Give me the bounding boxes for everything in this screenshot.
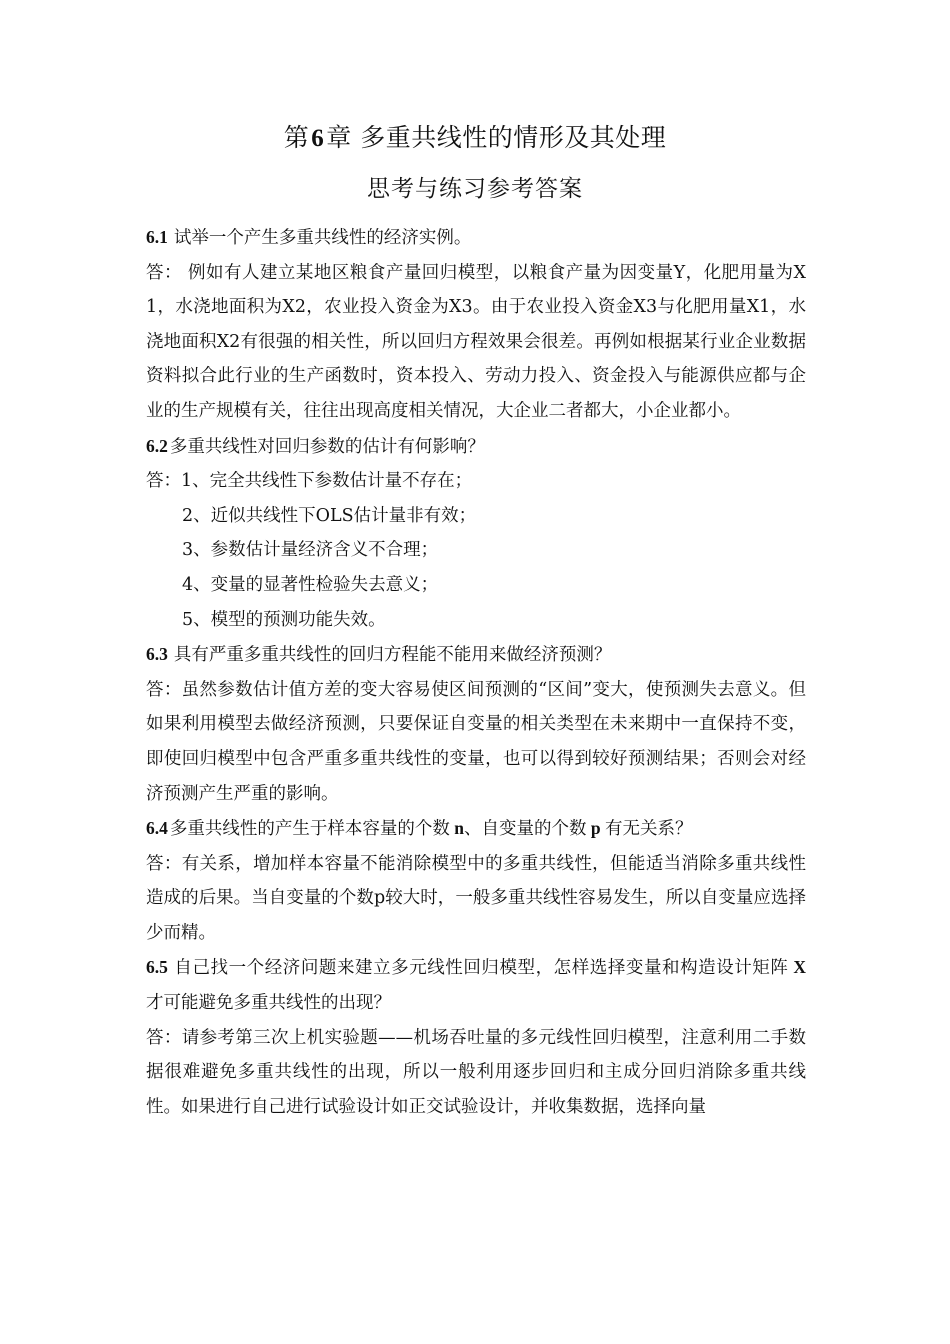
answer-6-2-item-3: 3、参数估计量经济含义不合理；: [182, 540, 439, 561]
question-text-a: 自己找一个经济问题来建立多元线性回归模型，怎样选择变量和构造设计矩阵: [173, 958, 789, 979]
question-number: 6.1: [146, 227, 168, 247]
answer-6-2-item-1: [146, 464, 806, 499]
answer-item-text: 1、完全共线性下参数估计量不存在；: [181, 471, 473, 492]
question-text-c: 有无关系？: [604, 819, 693, 840]
question-number: 6.2: [146, 435, 168, 456]
chapter-number: 6: [311, 125, 325, 152]
question-6-1: [146, 220, 806, 256]
chapter-title-prefix: 第: [283, 123, 310, 152]
variable-p: p: [586, 818, 605, 839]
question-text-b: 、自变量的个数: [463, 819, 587, 840]
question-text-b: 才可能避免多重共线性的出现？: [146, 993, 391, 1014]
answer-lead: 答：: [146, 471, 181, 492]
question-number: 6.4: [146, 818, 168, 839]
question-text: 具有严重多重共线性的回归方程能不能用来做经济预测？: [173, 645, 612, 666]
question-number: 6.3: [146, 644, 168, 665]
answer-6-5: 答：请参考第三次上机实验题——机场吞吐量的多元线性回归模型，注意利用二手数据很难避免多重共线性的出现，所以一般利用逐步回归和主成分回归消除多重共线性。如果进行自己进行试验设计如正交试验设计，并收集数据，选择向量: [146, 1027, 806, 1117]
question-text-a: 多重共线性的产生于样本容量的个数: [169, 819, 450, 840]
question-6-5: [146, 950, 806, 1020]
question-number: 6.5: [146, 957, 168, 978]
variable-n: n: [449, 818, 464, 839]
answer-6-2-item-5: 5、模型的预测功能失效。: [182, 609, 386, 630]
question-6-3: [146, 637, 806, 673]
question-6-4: [146, 811, 806, 847]
chapter-title: [0, 118, 950, 154]
answer-6-3: 答：虽然参数估计值方差的变大容易使区间预测的“区间”变大，使预测失去意义。但如果利用模型去做经济预测，只要保证自变量的相关类型在未来期中一直保持不变，即使回归模型中包含严重多重共线性的变量，也可以得到较好预测结果；否则会对经济预测产生严重的影响。: [146, 679, 806, 804]
question-text: 多重共线性对回归参数的估计有何影响？: [169, 436, 485, 457]
question-6-2: [146, 429, 806, 465]
section-subtitle: 思考与练习参考答案: [367, 176, 583, 202]
chapter-title-suffix: 章 多重共线性的情形及其处理: [326, 123, 667, 152]
answer-6-2-item-4: 4、变量的显著性检验失去意义；: [182, 574, 439, 595]
variable-x: X: [788, 957, 807, 978]
document-body: [146, 220, 806, 1124]
answer-6-2-item-2: 2、近似共线性下OLS估计量非有效；: [182, 505, 477, 526]
answer-6-4: 答：有关系，增加样本容量不能消除模型中的多重共线性，但能适当消除多重共线性造成的后果。当自变量的个数p较大时，一般多重共线性容易发生，所以自变量应选择少而精。: [146, 853, 806, 943]
answer-6-1: 答： 例如有人建立某地区粮食产量回归模型，以粮食产量为因变量Y，化肥用量为X1，水浇地面积为X2，农业投入资金为X3。由于农业投入资金X3与化肥用量X1，水浇地面积X2有很强的相关性，所以回归方程效果会很差。再例如根据某行业企业数据资料拟合此行业的生产函数时，资本投入、劳动力投入、资金投入与能源供应都与企业的生产规模有关，往往出现高度相关情况，大企业二者都大，小企业都小。: [146, 262, 806, 421]
question-text: 试举一个产生多重共线性的经济实例。: [173, 228, 472, 248]
